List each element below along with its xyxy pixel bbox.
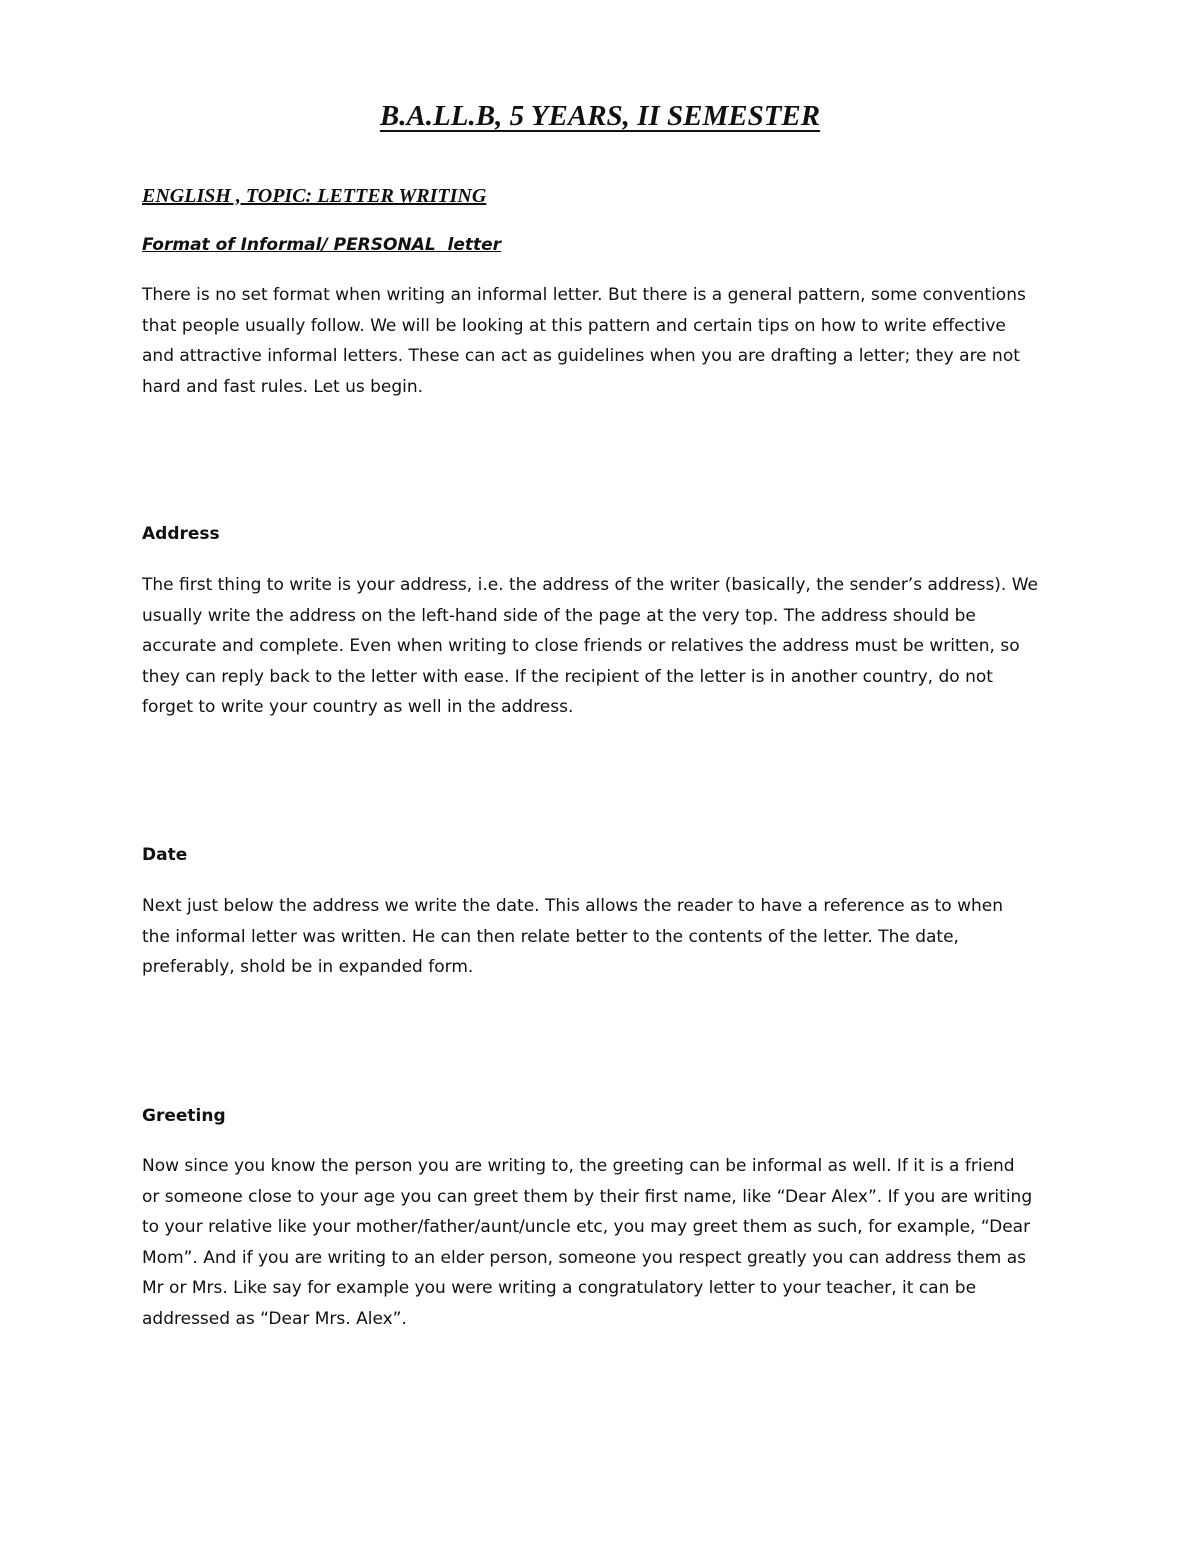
paragraph-line: Now since you know the person you are writing to, the greeting can be informal as well. If it is a friend [142,1156,1015,1176]
paragraph-line: hard and fast rules. Let us begin. [142,376,424,397]
paragraph-line: There is no set format when writing an informal letter. But there is a general pattern, some conventions [142,285,1026,305]
paragraph-line: addressed as “Dear Mrs. Alex”. [142,1308,407,1329]
paragraph-line: the informal letter was written. He can then relate better to the contents of the letter. The date, [142,926,959,947]
section-heading-greeting: Greeting [142,1106,226,1126]
paragraph-line: and attractive informal letters. These can act as guidelines when you are drafting a letter; they are not [142,346,1020,366]
paragraph-line: preferably, shold be in expanded form. [142,957,474,977]
section-heading-address: Address [142,524,220,544]
page-title: B.A.LL.B, 5 YEARS, II SEMESTER [379,100,821,132]
greeting-paragraph [142,1151,1062,1334]
paragraph-line: Next just below the address we write the date. This allows the reader to have a reference as to when [142,896,1004,916]
paragraph-line: or someone close to your age you can greet them by their first name, like “Dear Alex”. If you are writing [142,1186,1033,1207]
paragraph-line: they can reply back to the letter with ease. If the recipient of the letter is in another country, do not [142,666,993,687]
topic-subtitle: ENGLISH , TOPIC: LETTER WRITING [142,185,487,207]
date-paragraph [142,891,1062,983]
format-heading: Format of Informal/ PERSONAL letter [142,235,502,255]
paragraph-line: to your relative like your mother/father/aunt/uncle etc, you may greet them as such, for example, “Dear [142,1217,1031,1237]
paragraph-line: Mr or Mrs. Like say for example you were writing a congratulatory letter to your teacher, it can be [142,1278,977,1298]
intro-paragraph [142,280,1062,402]
paragraph-line: that people usually follow. We will be looking at this pattern and certain tips on how to write effective [142,315,1006,336]
paragraph-line: The first thing to write is your address, i.e. the address of the writer (basically, the sender’s address). We [142,575,1039,595]
paragraph-line: Mom”. And if you are writing to an elder person, someone you respect greatly you can address them as [142,1247,1027,1268]
address-paragraph [142,570,1062,723]
section-heading-date: Date [142,845,188,865]
paragraph-line: forget to write your country as well in the address. [142,697,574,717]
paragraph-line: accurate and complete. Even when writing to close friends or relatives the address must be written, so [142,636,1020,656]
paragraph-line: usually write the address on the left-hand side of the page at the very top. The address should be [142,605,976,626]
